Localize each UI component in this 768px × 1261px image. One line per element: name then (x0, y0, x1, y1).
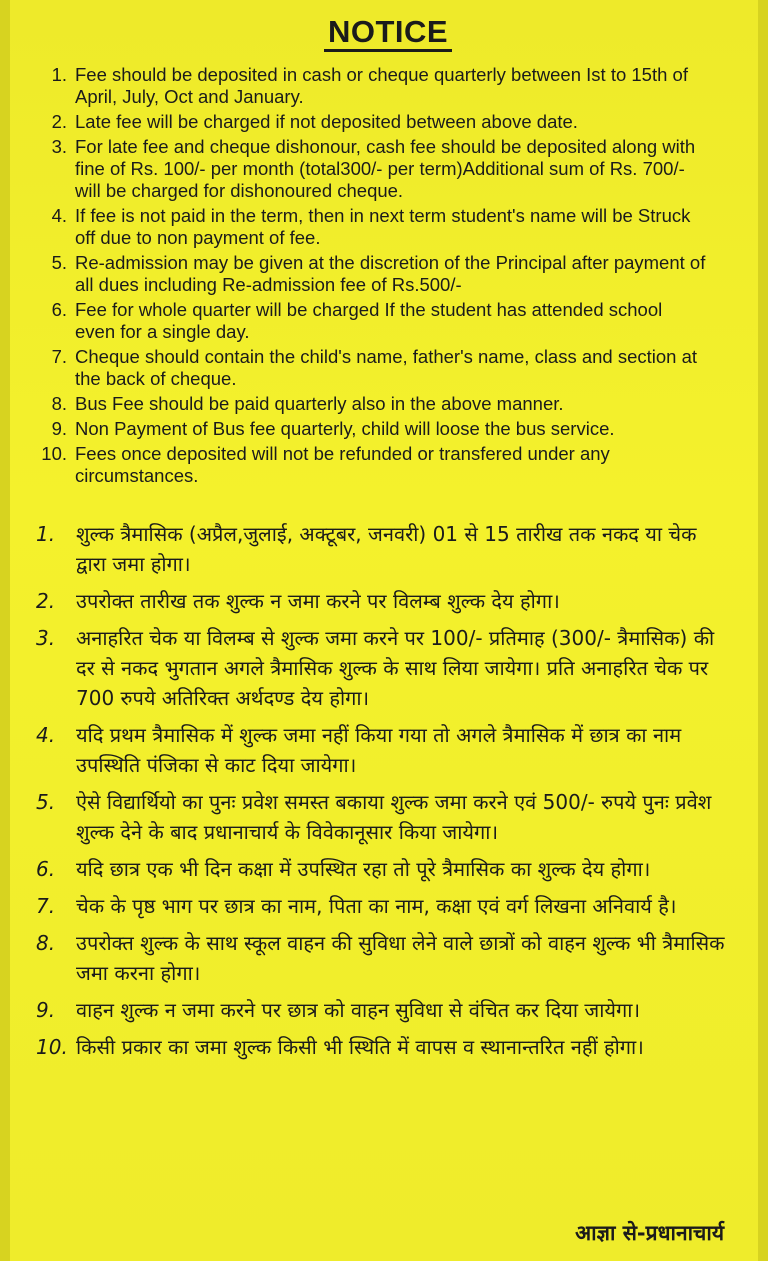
list-item: 8. Bus Fee should be paid quarterly also in the above manner. (51, 393, 564, 414)
principal-signature: आज्ञा से-प्रधानाचार्य (575, 1221, 724, 1245)
list-item: 8. उपरोक्त शुल्क के साथ स्कूल वाहन की सुविधा लेने वाले छात्रों को वाहन शुल्क भी त्रैमासिक जमा करना होगा। (36, 931, 725, 985)
list-item: 9. वाहन शुल्क न जमा करने पर छात्र को वाहन सुविधा से वंचित कर दिया जायेगा। (36, 998, 641, 1022)
list-item: 4. If fee is not paid in the term, then in next term student's name will be Struck off due to non payment of fee. (51, 205, 691, 248)
list-item: 9. Non Payment of Bus fee quarterly, child will loose the bus service. (51, 418, 615, 439)
notice-title: NOTICE (30, 14, 746, 50)
list-item: 5. Re-admission may be given at the discretion of the Principal after payment of all dues including Re-admission fee of Rs.500/- (51, 252, 706, 295)
list-item: 10. Fees once deposited will not be refunded or transfered under any circumstances. (41, 443, 610, 486)
list-item: 1. शुल्क त्रैमासिक (अप्रैल,जुलाई, अक्टूबर, जनवरी) 01 से 15 तारीख तक नकद या चेक द्वारा जमा होगा। (36, 522, 697, 576)
english-rules-list (30, 64, 746, 487)
list-item: 1. Fee should be deposited in cash or cheque quarterly between Ist to 15th of April, July, Oct and January. (51, 64, 688, 107)
list-item: 4. यदि प्रथम त्रैमासिक में शुल्क जमा नहीं किया गया तो अगले त्रैमासिक में छात्र का नाम उपस्थिति पंजिका से काट दिया जायेगा। (36, 723, 682, 777)
hindi-rules-list (30, 519, 746, 1062)
list-item: 6. Fee for whole quarter will be charged If the student has attended school even for a single day. (51, 299, 663, 342)
list-item: 2. उपरोक्त तारीख तक शुल्क न जमा करने पर विलम्ब शुल्क देय होगा। (36, 589, 560, 613)
list-item: 7. चेक के पृष्ठ भाग पर छात्र का नाम, पिता का नाम, कक्षा एवं वर्ग लिखना अनिवार्य है। (36, 894, 677, 918)
paper-edge-left (0, 0, 10, 1261)
list-item: 5. ऐसे विद्यार्थियो का पुनः प्रवेश समस्त बकाया शुल्क जमा करने एवं 500/- रुपये पुनः प्रवेश शुल्क देने के बाद प्रधानाचार्य के विवेकानूसार किया जायेगा। (36, 790, 712, 844)
list-item: 3. For late fee and cheque dishonour, cash fee should be deposited along with fine of Rs. 100/- per month (total300/- per term)Additional sum of Rs. 700/- will be charged for dishonoured cheque. (51, 136, 696, 201)
list-item: 3. अनाहरित चेक या विलम्ब से शुल्क जमा करने पर 100/- प्रतिमाह (300/- त्रैमासिक) की दर से नकद भुगतान अगले त्रैमासिक शुल्क के साथ लिया जायेगा। प्रति अनाहरित चेक पर 700 रुपये अतिरिक्त अर्थदण्ड देय होगा। (36, 626, 715, 710)
list-item: 2. Late fee will be charged if not deposited between above date. (51, 111, 578, 132)
list-item: 6. यदि छात्र एक भी दिन कक्षा में उपस्थित रहा तो पूरे त्रैमासिक का शुल्क देय होगा। (36, 857, 651, 881)
paper-edge-right (758, 0, 768, 1261)
list-item: 7. Cheque should contain the child's name, father's name, class and section at the back of cheque. (51, 346, 698, 389)
list-item: 10. किसी प्रकार का जमा शुल्क किसी भी स्थिति में वापस व स्थानान्तरित नहीं होगा। (36, 1035, 644, 1059)
